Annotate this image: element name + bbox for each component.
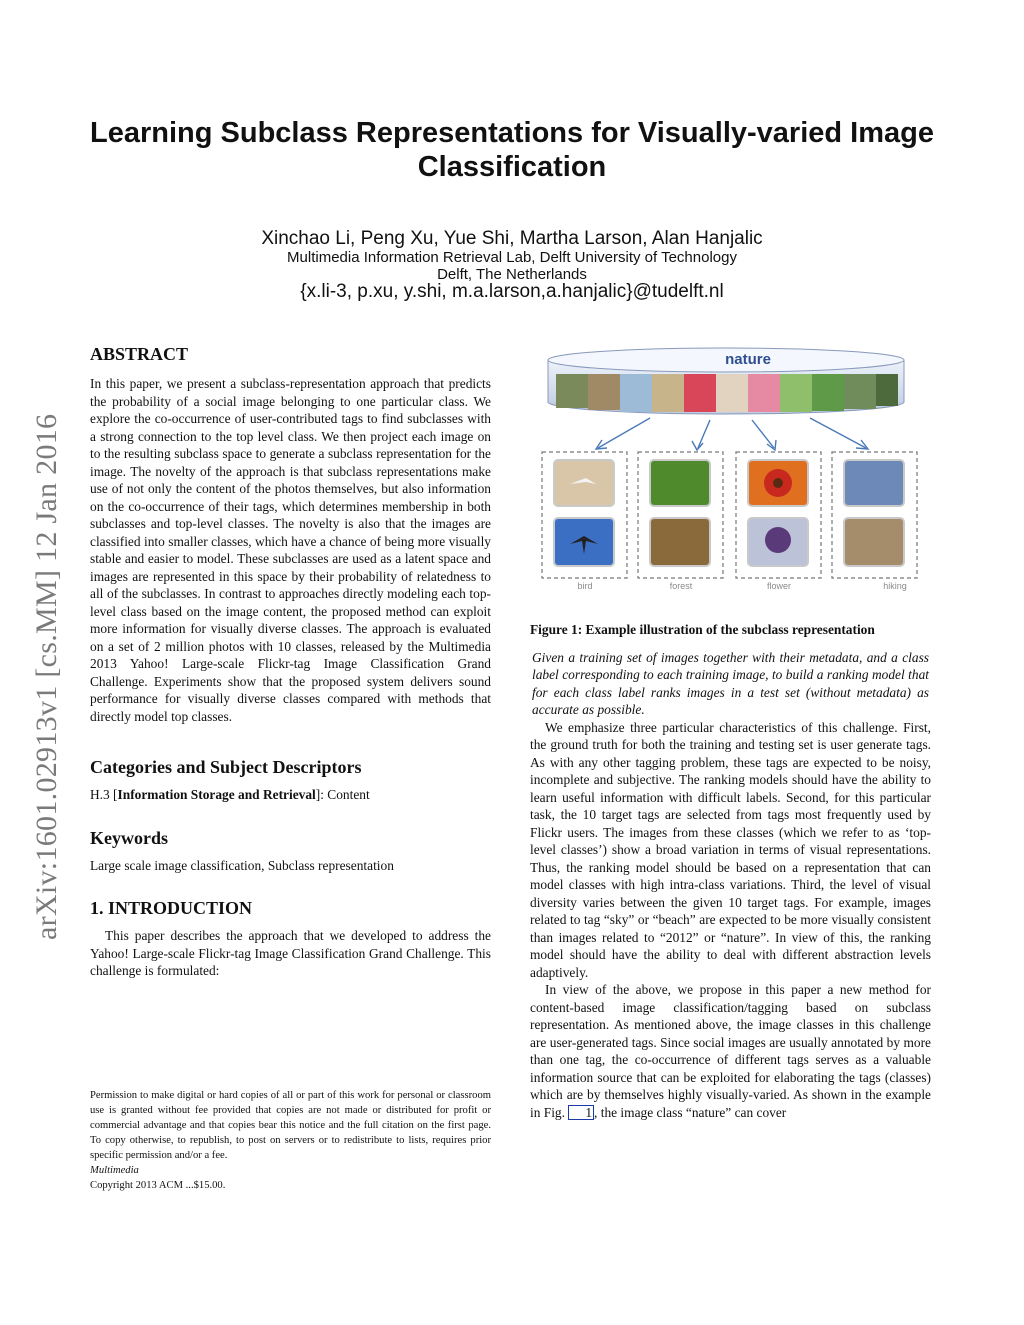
- bird-photo: [554, 460, 614, 506]
- thumbnail: [588, 374, 620, 410]
- thumbnail: [780, 374, 812, 412]
- introduction-heading: 1. INTRODUCTION: [90, 898, 253, 918]
- introduction-text: This paper describes the approach that we developed to address the Yahoo! Large-scale Flickr-tag Image Classification Grand Challenge. This challenge is formulated:: [90, 928, 491, 978]
- copyright-footnote: [90, 1088, 491, 1193]
- forest-photo: [650, 460, 710, 506]
- forest-photo: [650, 518, 710, 566]
- subclass-label-hiking: hiking: [883, 581, 907, 591]
- figure-caption: Figure 1: Example illustration of the subclass representation: [530, 622, 875, 637]
- thumbnail: [556, 374, 588, 408]
- abstract-text: In this paper, we present a subclass-representation approach that predicts the probability of a social image belonging to one particular class. We explore the co-occurrence of user-contributed tags to find subclasses with a strong connection to the top level class. We then project each image on to the resulting subclass space to generate a subclass representation for the image. The novelty of the approach is that subclass representations make use of not only the content of the photos themselves, but also information on the co-occurrence of their tags, which determines membership in both subclasses and top-level classes. The novelty is also that the images are classified into smaller classes, which have a chance of being more visually stable and easier to model. These subclasses are used as a latent space and images are represented in this space by their probability of relatedness to all of the subclasses. In contrast to approaches directly modeling each top-level class based on the image content, the proposed method can exploit more information for visually diverse classes. The approach is evaluated on a set of 2 million photos with 10 classes, released by the Multimedia 2013 Yahoo! Large-scale Flickr-tag Image Classification Grand Challenge. Experiments show that the proposed system delivers sound performance for visually diverse classes compared with methods that directly model top classes.: [90, 376, 491, 724]
- body-paragraph: We emphasize three particular characteristics of this challenge. First, the ground truth for both the training and testing set is user generate tags. As with any other tagging problem, these tags are expected to be noisy, incomplete and subjective. The ranking models should have the ability to learn useful information with difficult labels. Second, for this particular task, the 10 target tags are selected from tags most frequently used by Flickr users. The images from these classes (which we refer to as ‘top-level classes’) show a broad variation in terms of visual representations. Thus, the ranking model should be based on a representation that can model classes with high intra-class variations. Third, the level of visual diversity varies between the given 10 target tags. For example, images related to tag “sky” or “beach” are expected to be more visually consistent than images related to “2012” or “nature”. In view of this, the ranking model should have the ability to deal with different abstraction levels adaptively.: [530, 719, 931, 980]
- body-paragraph: In view of the above, we propose in this paper a new method for content-based image classification/tagging based on subclass representation. As mentioned above, the image classes in this challenge are user-generated tags. Since social images are usually annotated by more than one tag, the co-occurrence of different tags serves as a valuable information source that can be exploited for elaborating the tags (classes) which are by themselves highly visually-varied. As shown in the example in Fig. 1 , the image class “nature” can cover: [530, 982, 931, 1120]
- footnote-venue: Multimedia: [90, 1165, 139, 1176]
- hiking-photo: [844, 460, 904, 506]
- subclass-label-bird: bird: [577, 581, 593, 591]
- left-column: [90, 344, 491, 980]
- thumbnail: [716, 374, 748, 412]
- affiliation-line: Multimedia Information Retrieval Lab, Delft University of Technology: [287, 249, 737, 266]
- abstract-heading: ABSTRACT: [90, 344, 189, 364]
- subclass-label-flower: flower: [766, 581, 791, 591]
- thumbnail: [844, 374, 876, 409]
- subclass-illustration: [530, 344, 931, 599]
- keywords-heading: Keywords: [90, 827, 168, 848]
- footnote-text: Permission to make digital or hard copies of all or part of this work for personal or classroom use is granted without fee provided that copies are not made or distributed for profit or commercial advantage and that copies bear this notice and the full citation on the first page. To copy otherwise, to republish, to post on servers or to redistribute to lists, requires prior specific permission and/or a fee.: [90, 1090, 491, 1161]
- author-list: Xinchao Li, Peng Xu, Yue Shi, Martha Larson, Alan Hanjalic: [261, 228, 763, 249]
- hiking-photo: [844, 518, 904, 566]
- thumbnail: [652, 374, 684, 412]
- thumbnail: [684, 374, 716, 412]
- categories-text: H.3 [Information Storage and Retrieval]: Content: [90, 787, 370, 802]
- paper-title: Learning Subclass Representations for Visually-varied Image Classification: [90, 117, 934, 183]
- affiliation-line: Delft, The Netherlands: [437, 266, 587, 283]
- task-definition: Given a training set of images together with their metadata, and a class label corresponding to each training image, to build a ranking model that for each class label ranks images in a test set (without metadata) as accurate as possible.: [532, 649, 929, 717]
- figure-top-label: nature: [725, 351, 771, 368]
- thumbnail: [876, 374, 898, 406]
- keywords-text: Large scale image classification, Subclass representation: [90, 857, 394, 873]
- figure-1: [530, 344, 931, 599]
- thumbnail: [620, 374, 652, 412]
- footnote-copyright: Copyright 2013 ACM ...$15.00.: [90, 1180, 226, 1191]
- categories-heading: Categories and Subject Descriptors: [90, 757, 362, 777]
- arxiv-stamp: arXiv:1601.02913v1 [cs.MM] 12 Jan 2016: [30, 413, 63, 940]
- subclass-arrows: [596, 418, 868, 450]
- nature-image-strip: [556, 374, 898, 412]
- thumbnail: [812, 374, 844, 411]
- right-column: [530, 344, 931, 1121]
- subclass-label-forest: forest: [669, 581, 693, 591]
- affiliation: [60, 249, 964, 283]
- figure-reference-link[interactable]: 1: [568, 1105, 594, 1120]
- categories-bold: Information Storage and Retrieval: [117, 787, 316, 802]
- author-emails: {x.li-3, p.xu, y.shi, m.a.larson,a.hanjalic}@tudelft.nl: [300, 281, 724, 302]
- subclass-photos: [554, 460, 904, 566]
- thumbnail: [748, 374, 780, 412]
